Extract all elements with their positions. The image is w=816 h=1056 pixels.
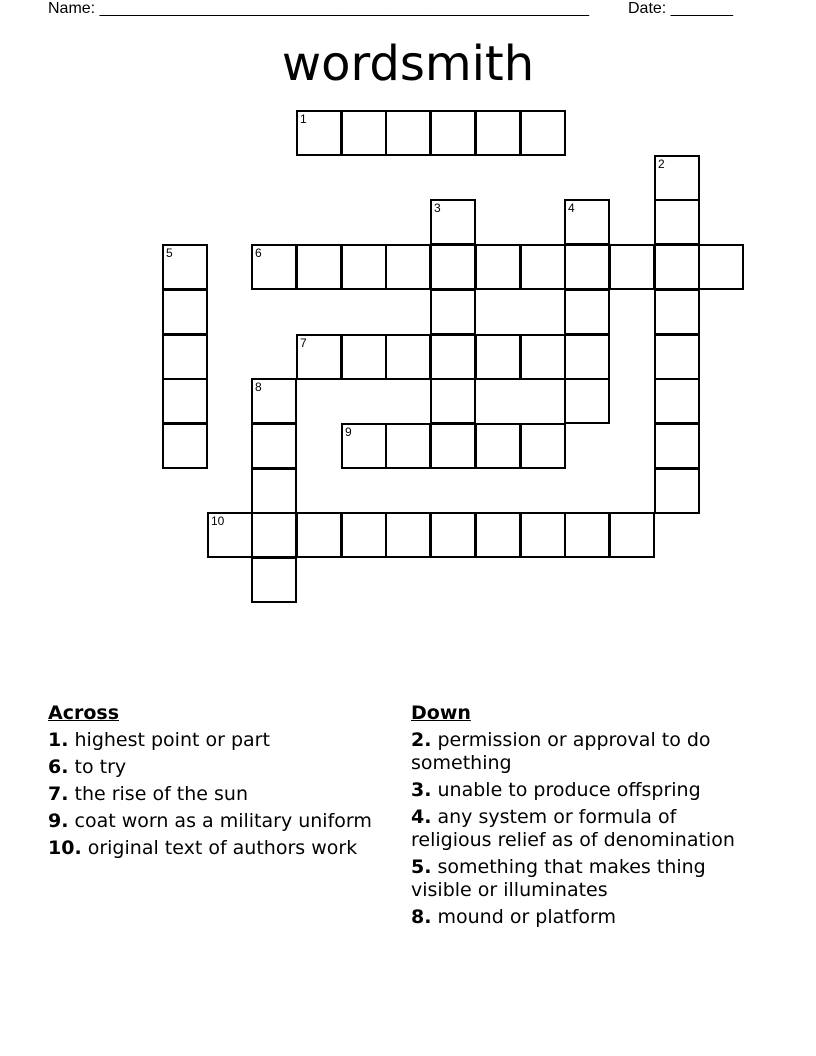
crossword-cell[interactable] xyxy=(385,512,431,558)
crossword-cell[interactable] xyxy=(564,334,610,380)
crossword-cell[interactable] xyxy=(162,378,208,424)
clue-down-8 xyxy=(411,906,756,929)
cell-number: 8 xyxy=(255,380,262,394)
crossword-cell[interactable] xyxy=(520,512,566,558)
crossword-cell[interactable] xyxy=(520,334,566,380)
crossword-cell[interactable] xyxy=(430,199,476,245)
crossword-cell[interactable] xyxy=(341,244,387,290)
cell-number: 2 xyxy=(658,157,665,171)
crossword-cell[interactable] xyxy=(296,110,342,156)
crossword-cell[interactable] xyxy=(564,199,610,245)
crossword-cell[interactable] xyxy=(207,512,253,558)
crossword-cell[interactable] xyxy=(475,110,521,156)
crossword-cell[interactable] xyxy=(698,244,744,290)
clue-number: 1. xyxy=(48,729,69,751)
crossword-cell[interactable] xyxy=(385,244,431,290)
clue-number: 4. xyxy=(411,806,432,828)
puzzle-title: wordsmith xyxy=(281,36,535,92)
date-field-label: Date: _______ xyxy=(628,0,733,17)
crossword-cell[interactable] xyxy=(654,244,700,290)
crossword-cell[interactable] xyxy=(654,334,700,380)
clue-text: something that makes thing visible or illuminates xyxy=(411,856,706,901)
clue-number: 2. xyxy=(411,729,432,751)
clue-number: 6. xyxy=(48,756,69,778)
crossword-cell[interactable] xyxy=(475,244,521,290)
crossword-cell[interactable] xyxy=(162,334,208,380)
cell-number: 5 xyxy=(166,246,173,260)
name-field-label: Name: _______________________________________________________ xyxy=(48,0,589,17)
clue-number: 3. xyxy=(411,779,432,801)
crossword-cell[interactable] xyxy=(162,423,208,469)
clue-text: mound or platform xyxy=(437,906,617,928)
crossword-cell[interactable] xyxy=(564,289,610,335)
crossword-cell[interactable] xyxy=(341,334,387,380)
cell-number: 1 xyxy=(300,112,307,126)
clue-across-6 xyxy=(48,756,398,779)
crossword-cell[interactable] xyxy=(430,110,476,156)
crossword-cell[interactable] xyxy=(385,334,431,380)
clue-down-4 xyxy=(411,806,756,852)
crossword-cell[interactable] xyxy=(162,289,208,335)
clue-text: highest point or part xyxy=(74,729,270,751)
crossword-cell[interactable] xyxy=(430,244,476,290)
down-heading: Down xyxy=(411,702,471,724)
crossword-cell[interactable] xyxy=(251,557,297,603)
clue-down-2 xyxy=(411,729,756,775)
clue-across-10 xyxy=(48,837,398,860)
clue-text: unable to produce offspring xyxy=(437,779,701,801)
crossword-cell[interactable] xyxy=(520,110,566,156)
crossword-cell[interactable] xyxy=(654,468,700,514)
crossword-cell[interactable] xyxy=(430,334,476,380)
crossword-cell[interactable] xyxy=(654,155,700,201)
crossword-cell[interactable] xyxy=(475,512,521,558)
crossword-cell[interactable] xyxy=(341,110,387,156)
crossword-cell[interactable] xyxy=(385,110,431,156)
crossword-cell[interactable] xyxy=(251,244,297,290)
cell-number: 9 xyxy=(345,425,352,439)
crossword-cell[interactable] xyxy=(296,512,342,558)
clue-number: 5. xyxy=(411,856,432,878)
clue-down-5 xyxy=(411,856,756,902)
clue-text: original text of authors work xyxy=(87,837,358,859)
cell-number: 6 xyxy=(255,246,262,260)
clue-text: the rise of the sun xyxy=(74,783,248,805)
clue-across-9 xyxy=(48,810,398,833)
across-clues xyxy=(48,702,398,864)
clue-text: permission or approval to do something xyxy=(411,729,711,774)
crossword-cell[interactable] xyxy=(430,423,476,469)
crossword-cell[interactable] xyxy=(475,334,521,380)
crossword-cell[interactable] xyxy=(251,378,297,424)
crossword-cell[interactable] xyxy=(564,512,610,558)
crossword-cell[interactable] xyxy=(654,423,700,469)
crossword-cell[interactable] xyxy=(385,423,431,469)
crossword-cell[interactable] xyxy=(430,378,476,424)
crossword-cell[interactable] xyxy=(341,512,387,558)
crossword-cell[interactable] xyxy=(520,244,566,290)
cell-number: 4 xyxy=(568,201,575,215)
cell-number: 7 xyxy=(300,336,307,350)
crossword-cell[interactable] xyxy=(475,423,521,469)
clue-text: any system or formula of religious relief as of denomination xyxy=(411,806,735,851)
cell-number: 3 xyxy=(434,201,441,215)
cell-number: 10 xyxy=(211,514,225,528)
crossword-cell[interactable] xyxy=(430,289,476,335)
clue-number: 8. xyxy=(411,906,432,928)
crossword-cell[interactable] xyxy=(251,423,297,469)
clue-number: 10. xyxy=(48,837,82,859)
crossword-cell[interactable] xyxy=(520,423,566,469)
crossword-cell[interactable] xyxy=(654,378,700,424)
crossword-cell[interactable] xyxy=(162,244,208,290)
clue-text: coat worn as a military uniform xyxy=(74,810,372,832)
crossword-cell[interactable] xyxy=(251,468,297,514)
crossword-cell[interactable] xyxy=(564,378,610,424)
crossword-cell[interactable] xyxy=(251,512,297,558)
clue-across-7 xyxy=(48,783,398,806)
crossword-cell[interactable] xyxy=(609,512,655,558)
across-heading: Across xyxy=(48,702,120,724)
clue-number: 7. xyxy=(48,783,69,805)
clue-number: 9. xyxy=(48,810,69,832)
crossword-cell[interactable] xyxy=(296,244,342,290)
down-clues xyxy=(411,702,756,933)
crossword-cell[interactable] xyxy=(609,244,655,290)
crossword-cell[interactable] xyxy=(654,199,700,245)
crossword-cell[interactable] xyxy=(296,334,342,380)
clue-down-3 xyxy=(411,779,756,802)
crossword-cell[interactable] xyxy=(430,512,476,558)
crossword-cell[interactable] xyxy=(564,244,610,290)
crossword-cell[interactable] xyxy=(341,423,387,469)
clue-across-1 xyxy=(48,729,398,752)
clue-text: to try xyxy=(74,756,127,778)
crossword-cell[interactable] xyxy=(654,289,700,335)
